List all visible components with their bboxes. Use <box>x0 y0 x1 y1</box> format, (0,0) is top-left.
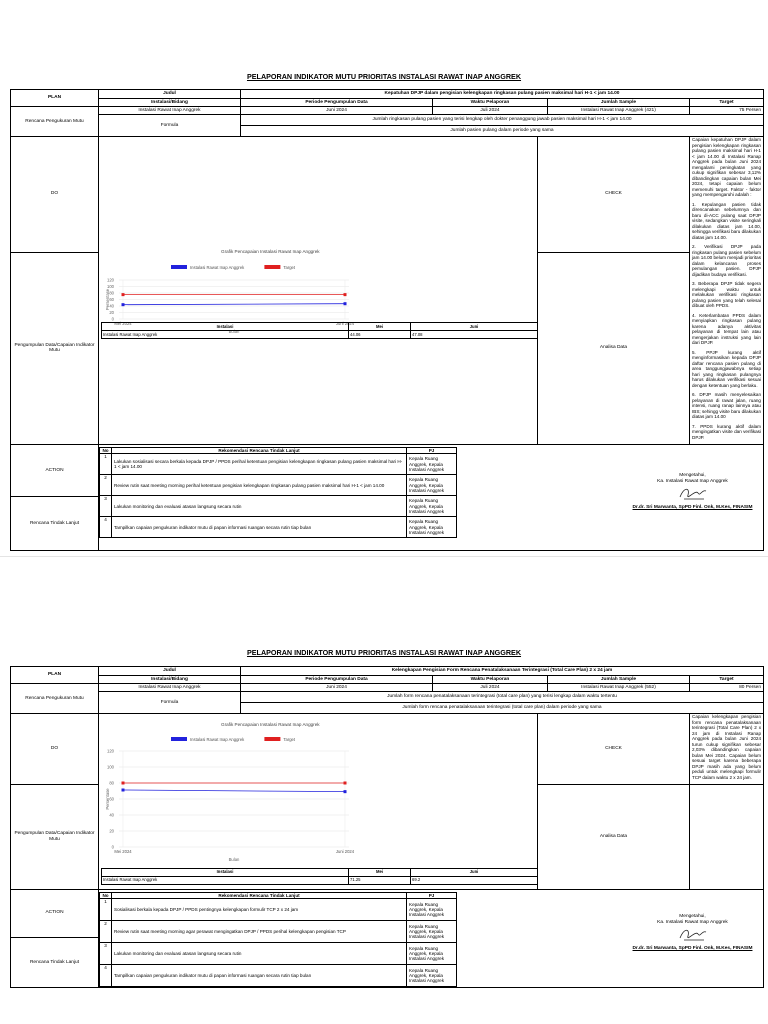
y-tick-label: 60 <box>109 297 114 302</box>
data-point <box>122 788 125 791</box>
y-tick-label: 0 <box>111 844 114 849</box>
formula-denominator: Jumlah pasien pulang dalam periode yang sama <box>241 126 764 137</box>
x-tick-label: Juni 2024 <box>335 848 355 854</box>
sign-name: Dr.dr. Sri Marwanta, SpPD Finl. Onk, M.Kes, FINASIM <box>632 504 753 510</box>
rtl-header-no: No <box>100 448 112 454</box>
chart-cell <box>99 714 538 890</box>
rtl-header-pj: PJ <box>407 893 457 899</box>
rtl-pj: Kepala Ruang Anggrek, Kepala Instalasi Anggrek <box>407 454 457 475</box>
legend-swatch <box>264 265 280 269</box>
value-instalasi: Instalasi Rawat Inap Anggrek <box>99 684 241 692</box>
legend-label: Instalasi Rawat Inap Anggrek <box>190 736 245 742</box>
pengumpulan-label: Pengumpulan Data/Capaian Indikator Mutu <box>11 252 99 444</box>
do-label: DO <box>11 137 99 253</box>
rtl-cell <box>99 890 538 988</box>
header-periode: Periode Pengumpulan Data <box>241 676 433 684</box>
chart-table-cell: Instalasi Rawat Inap Anggrek <box>102 331 349 339</box>
rencana-pengukuran-label: Rencana Pengukuran Mutu <box>11 684 99 714</box>
chart-title: Grafik Pencapaian Instalasi Rawat Inap Anggrek <box>221 249 320 254</box>
y-tick-label: 120 <box>107 748 114 753</box>
rtl-row <box>100 921 457 943</box>
series-line <box>123 790 345 792</box>
y-tick-label: 0 <box>111 316 114 322</box>
chart-table-cell: 71.25 <box>349 876 411 884</box>
header-instalasi: Instalasi/Bidang <box>99 676 241 684</box>
header-target: Target <box>690 99 764 107</box>
rtl-no: 4 <box>100 517 112 538</box>
y-tick-label: 80 <box>109 780 114 785</box>
header-target: Target <box>690 676 764 684</box>
sign-top: Mengetahui, <box>679 473 706 478</box>
value-sample: Instalasi Rawat Inap Anggrek (552) <box>548 684 690 692</box>
analisa-label: Analisa Data <box>538 252 690 444</box>
rtl-header-rekomendasi: Rekomendasi Rencana Tindak Lanjut <box>112 448 407 454</box>
value-periode: Juni 2024 <box>241 684 433 692</box>
rtl-text: Tampilkan capaian pengukuran indikator mutu di papan informasi ruangan secara rutin tiap bulan <box>112 517 407 538</box>
data-point <box>122 293 125 296</box>
data-point <box>344 781 347 784</box>
data-point <box>344 302 347 305</box>
y-tick-label: 40 <box>109 812 114 817</box>
y-tick-label: 80 <box>109 290 114 296</box>
rtl-row <box>100 965 457 987</box>
header-waktu: Waktu Pelaporan <box>433 676 548 684</box>
chart <box>101 188 535 393</box>
plan-label: PLAN <box>11 90 99 107</box>
chart-table-header: Instalasi <box>102 323 349 331</box>
rtl-no: 1 <box>100 899 112 921</box>
chart-table-header: Instalasi <box>102 868 349 876</box>
legend-swatch <box>171 737 187 741</box>
formula-label: Formula <box>99 692 241 714</box>
judul-value: Kepatuhan DPJP dalam pengisian kelengkapan ringkasan pulang pasien maksimal hari H-1 < jam 14.00 <box>241 90 764 99</box>
rencana-tindak-lanjut-label: Rencana Tindak Lanjut <box>11 937 99 988</box>
legend-swatch <box>171 265 187 269</box>
signature-block <box>568 914 764 951</box>
rtl-row <box>100 943 457 965</box>
signature-mark <box>676 926 710 944</box>
rtl-row <box>100 496 457 517</box>
chart-table-cell: 69.2 <box>411 876 538 884</box>
chart-data-table <box>101 322 538 339</box>
rtl-no: 3 <box>100 496 112 517</box>
check-paragraph: 4. Keterlambatan PPDS dalam menyiapkan ringkasan pulang karena adanya aktivitas pelayanan di tempat lain atau mengerjakan instruksi yang lain dari DPJP. <box>692 312 761 345</box>
rtl-header-no: No <box>100 893 112 899</box>
rtl-row <box>100 899 457 921</box>
rtl-pj: Kepala Ruang Anggrek, Kepala Instalasi Anggrek <box>407 965 457 987</box>
chart-table-header: Mei <box>349 868 411 876</box>
sign-role: Ka. Instalasi Rawat Inap Anggrek <box>657 919 728 925</box>
chart-table-cell: 47.08 <box>411 331 538 339</box>
do-label: DO <box>11 714 99 785</box>
check-label: CHECK <box>538 714 690 785</box>
rtl-text: Review rutin saat meeting morning agar perawat mengingatkan DPJP / PPDS perihal kelengkapan pengisian TCP <box>112 921 407 943</box>
chart-table-cell: Instalasi Rawat Inap Anggrek <box>102 876 349 884</box>
rtl-no: 1 <box>100 454 112 475</box>
header-periode: Periode Pengumpulan Data <box>241 99 433 107</box>
rtl-cell <box>99 445 538 551</box>
sign-role: Ka. Instalasi Rawat Inap Anggrek <box>657 478 728 484</box>
rtl-pj: Kepala Ruang Anggrek, Kepala Instalasi Anggrek <box>407 475 457 496</box>
chart-data-table <box>101 868 538 885</box>
rtl-text: Tampilkan capaian pengukuran indikator mutu di papan informasi ruangan secara rutin tiap bulan <box>112 965 407 987</box>
y-tick-label: 120 <box>107 277 114 283</box>
line-chart <box>101 240 537 335</box>
x-tick-label: Juni 2024 <box>335 321 355 326</box>
data-point <box>344 790 347 793</box>
report-page-2 <box>0 575 768 1024</box>
y-tick-label: 20 <box>109 828 114 833</box>
value-target: 80 Persen <box>690 684 764 692</box>
check-paragraph: 6. DPJP masih menyelesaikan pelayanan di rawat jalan, ruang intensi, ruang ranap lainnya atau IBS; sehingg visite baru dilakukan diatas jam 14.00 <box>692 392 761 419</box>
header-instalasi: Instalasi/Bidang <box>99 99 241 107</box>
header-waktu: Waktu Pelaporan <box>433 99 548 107</box>
rtl-pj: Kepala Ruang Anggrek, Kepala Instalasi Anggrek <box>407 517 457 538</box>
chart-table-cell: 44.06 <box>349 331 411 339</box>
page-separator <box>0 556 768 557</box>
x-tick-label: Mei 2024 <box>114 848 132 854</box>
check-text <box>690 137 764 445</box>
check-label: CHECK <box>538 137 690 253</box>
value-sample: Instalasi Rawat Inap Anggrek (421) <box>548 107 690 115</box>
check-paragraph: Capaian kepatuhan DPJP dalam pengisian kelengkapan ringkasan pulang pasien maksimal hari H-1 < jam 14.00 di Instalasi Ranap Anggrek pada bulan Juni 2024 mengalami peningkatan yang cukup signifikan sebesar 3,12% dibandingkan capaian bulan Mei 2024, tetapi capaian belum memenuhi target. Faktor - faktor yang mempengaruhi adalah : <box>692 137 761 197</box>
y-tick-label: 40 <box>109 303 114 309</box>
header-sample: Jumlah Sample <box>548 676 690 684</box>
check-paragraph: 5. PPJP kurang aktif menginformasikan kepada DPJP daftar rencana pasien pulang di area tanggungjawabnya setiap hari yang ringkasan pulangnya harus dilakukan verifikasi sesuai dengan ketentuan yang berlaku. <box>692 349 761 388</box>
rtl-table <box>99 447 457 538</box>
rtl-row <box>100 517 457 538</box>
y-axis-label: Persentase <box>105 787 110 810</box>
signature-block <box>568 473 764 510</box>
rtl-row <box>100 454 457 475</box>
report-table <box>10 89 764 551</box>
judul-label: Judul <box>99 90 241 99</box>
legend-label: Target <box>283 265 296 270</box>
rtl-pj: Kepala Ruang Anggrek, Kepala Instalasi Anggrek <box>407 899 457 921</box>
legend-label: Instalasi Rawat Inap Anggrek <box>190 265 245 270</box>
signature-cell <box>538 445 764 551</box>
rtl-pj: Kepala Ruang Anggrek, Kepala Instalasi Anggrek <box>407 943 457 965</box>
formula-numerator: Jumlah ringkasan pulang pasien yang terisi lengkap oleh dokter penanggung jawab pasien maksimal hari H-1 < jam 14.00 <box>241 115 764 126</box>
y-axis-label: Persentase <box>105 288 110 311</box>
analisa-text <box>690 785 764 890</box>
check-paragraph: Capaian kelengkapan pengisian form rencana penatalaksanaan terintegrasi (Total Care Plan) 2 x 24 jam di Instalasi Ranap Anggrek pada bulan Juni 2024 turun cukup signifikan sebesar 2,03% dibandingkan capaian bulan Mei 2024. Capaian belum sesuai target karena beberapa DPJP masih ada yang belum peduli untuk melengkapi formulir TCP dalam waktu 2 x 24 jam. <box>692 714 762 780</box>
data-point <box>344 293 347 296</box>
rtl-text: Sosialisasi berkala kepada DPJP / PPDS pentingnya kelengkapan formulir TCP 2 x 24 jam <box>112 899 407 921</box>
sign-name: Dr.dr. Sri Marwanta, SpPD Finl. Onk, M.Kes, FINASIM <box>632 945 753 951</box>
signature-cell <box>538 890 764 988</box>
chart-table-header: Juni <box>411 868 538 876</box>
plan-label: PLAN <box>11 667 99 684</box>
report-title: PELAPORAN INDIKATOR MUTU PRIORITAS INSTALASI RAWAT INAP ANGGREK <box>246 72 522 81</box>
rencana-pengukuran-label: Rencana Pengukuran Mutu <box>11 107 99 137</box>
check-text <box>690 714 764 785</box>
rtl-text: Lakukan monitoring dan evaluasi atasan langsung secara rutin <box>112 496 407 517</box>
analisa-label: Analisa Data <box>538 785 690 890</box>
formula-numerator: Jumlah form rencana penatalaksanaan terintegrasi (total care plan) yang terisi lengkap dalam waktu tertentu <box>241 692 764 703</box>
pengumpulan-label: Pengumpulan Data/Capaian Indikator Mutu <box>11 785 99 890</box>
x-axis-label: Bulan <box>228 329 240 334</box>
rtl-pj: Kepala Ruang Anggrek, Kepala Instalasi Anggrek <box>407 496 457 517</box>
legend-swatch <box>264 737 280 741</box>
legend-label: Target <box>283 736 296 742</box>
value-target: 75 Persen <box>690 107 764 115</box>
y-tick-label: 100 <box>107 284 114 289</box>
judul-value: Kelengkapan Pengisian Form Rencana Penatalaksanaan Terintegrasi (Total Care Plan) 2 x 24 jam <box>241 667 764 676</box>
judul-label: Judul <box>99 667 241 676</box>
rtl-text: Lakukan sosialisasi secara berkala kepada DPJP / PPDS perihal ketentuan pengisian kelengkapan ringkasan pulang pasien maksimal hari H-1 < jam 14.00 <box>112 454 407 475</box>
header-sample: Jumlah Sample <box>548 99 690 107</box>
chart-title: Grafik Pencapaian Instalasi Rawat Inap Anggrek <box>221 721 320 727</box>
chart <box>101 716 535 888</box>
value-periode: Juni 2024 <box>241 107 433 115</box>
value-waktu: Juli 2024 <box>433 684 548 692</box>
rtl-header-rekomendasi: Rekomendasi Rencana Tindak Lanjut <box>112 893 407 899</box>
rtl-no: 3 <box>100 943 112 965</box>
rtl-text: Lakukan monitoring dan evaluasi atasan langsung secara rutin <box>112 943 407 965</box>
x-axis-label: Bulan <box>228 856 240 862</box>
rtl-table <box>99 892 457 987</box>
value-waktu: Juli 2024 <box>433 107 548 115</box>
check-paragraph: 7. PPDS kurang aktif dalam mengingatkan visite dan verifikasi DPJP. <box>692 423 761 440</box>
sign-top: Mengetahui, <box>679 914 706 919</box>
chart-cell <box>99 137 538 445</box>
x-tick-label: Mei 2024 <box>114 321 132 326</box>
check-paragraph: 3. Beberapa DPJP tidak segera melengkapi waktu untuk melakukan verifikasi ringkasan pulang pasien yang telah selesai dibuat oleh PPDS. <box>692 281 761 308</box>
formula-label: Formula <box>99 115 241 137</box>
line-chart <box>101 716 537 866</box>
action-label: ACTION <box>11 890 99 938</box>
y-tick-label: 60 <box>109 796 114 801</box>
rtl-no: 2 <box>100 475 112 496</box>
value-instalasi: Instalasi Rawat Inap Anggrek <box>99 107 241 115</box>
data-point <box>122 303 125 306</box>
y-tick-label: 20 <box>109 310 114 315</box>
formula-denominator: Jumlah form rencana penatalaksanaan terintegrasi (total care plan) dalam periode yang sama <box>241 703 764 714</box>
action-label: ACTION <box>11 445 99 497</box>
y-tick-label: 100 <box>107 764 114 769</box>
chart-table-header: Mei <box>349 323 411 331</box>
rtl-pj: Kepala Ruang Anggrek, Kepala Instalasi Anggrek <box>407 921 457 943</box>
check-paragraph: 2. Verifikasi DPJP pada ringkasan pulang pasien sebelum jam 14.00 belum menjadi prioritas dalam kelancaran proses pemulangan pasien. DPJP dijadikan budaya verifikasi. <box>692 244 761 277</box>
rtl-text: Review rutin saat meeting morning perihal ketentuan pengisian kelengkapan ringkasan pulang pasien maksimal hari H-1 < jam 14.00 <box>112 475 407 496</box>
check-paragraph: 1. Kepulangan pasien tidak direncanakan sebelumnya dan baru di-ACC pulang saat DPJP visite, sedangkan visite seringkali dilakukan diatas jam 14.00, sehingga verifikasi baru dilakukan diatas jam 14.00. <box>692 201 761 240</box>
rtl-header-pj: PJ <box>407 448 457 454</box>
report-title: PELAPORAN INDIKATOR MUTU PRIORITAS INSTALASI RAWAT INAP ANGGREK <box>246 648 522 657</box>
series-line <box>123 304 345 305</box>
data-point <box>122 781 125 784</box>
rtl-no: 2 <box>100 921 112 943</box>
report-table <box>10 666 764 988</box>
rencana-tindak-lanjut-label: Rencana Tindak Lanjut <box>11 497 99 551</box>
rtl-row <box>100 475 457 496</box>
chart-table-header: Juni <box>411 323 538 331</box>
signature-mark <box>676 485 710 503</box>
rtl-no: 4 <box>100 965 112 987</box>
